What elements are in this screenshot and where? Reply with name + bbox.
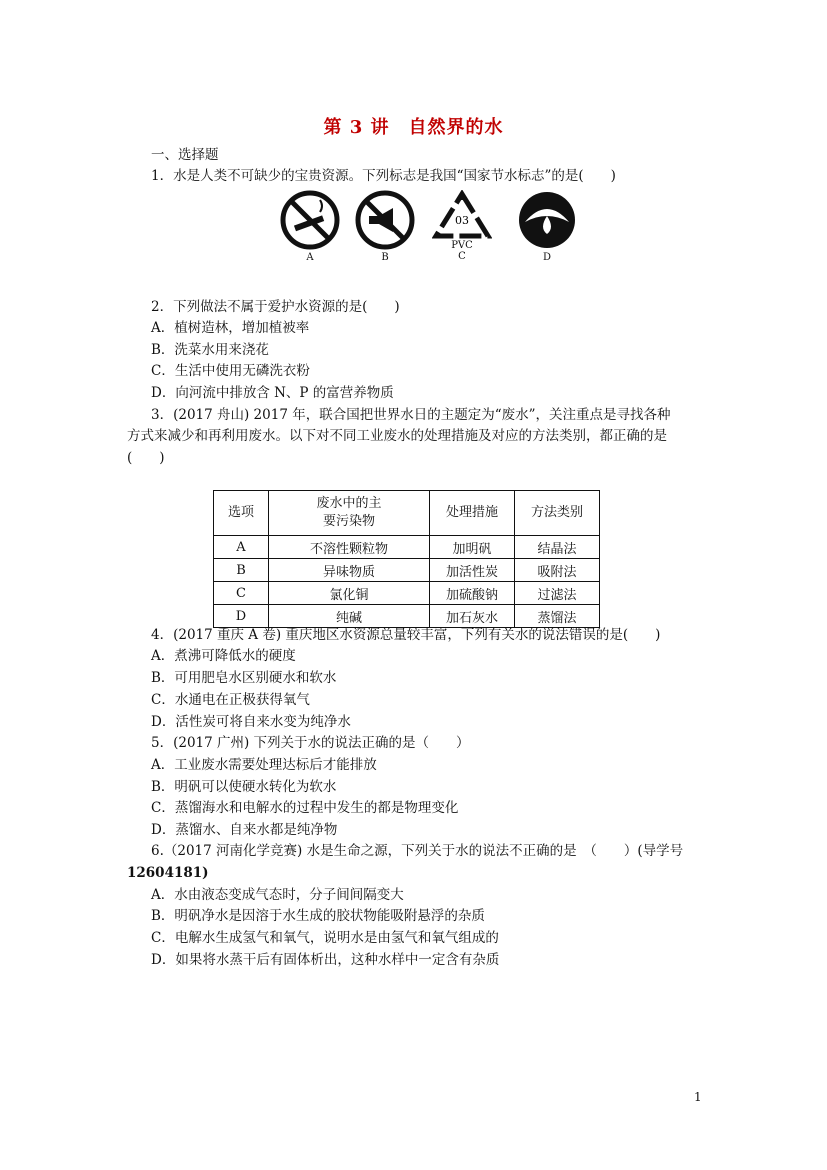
table-cell: 蒸馏法	[515, 605, 600, 628]
table-cell: C	[214, 582, 269, 605]
table-row	[214, 559, 600, 582]
table-header-measure: 处理措施	[430, 491, 515, 536]
q5-option-b: B．明矾可以使硬水转化为软水	[151, 779, 337, 795]
page-title: 第 3 讲 自然界的水	[323, 117, 504, 138]
table-cell: 加硫酸钠	[430, 582, 515, 605]
sign-d-letter: D	[542, 252, 552, 263]
table-header-pollutant-line1: 废水中的主	[316, 496, 382, 511]
sign-c-letter: C	[458, 251, 466, 262]
q2-option-a: A．植树造林，增加植被率	[151, 320, 310, 336]
sign-c-code: 03	[455, 214, 469, 227]
q1-stem: 1．水是人类不可缺少的宝贵资源。下列标志是我国“国家节水标志”的是( )	[151, 168, 616, 184]
q5-option-a: A．工业废水需要处理达标后才能排放	[151, 757, 377, 773]
q3-table	[213, 490, 600, 628]
table-header-pollutant	[269, 491, 430, 536]
q4-option-d: D．活性炭可将自来水变为纯净水	[151, 714, 351, 730]
table-cell: 吸附法	[515, 559, 600, 582]
section-heading: 一、选择题	[151, 147, 219, 163]
table-cell: D	[214, 605, 269, 628]
page-number: 1	[694, 1090, 702, 1104]
q4-option-b: B．可用肥皂水区别硬水和软水	[151, 670, 337, 686]
q2-stem: 2．下列做法不属于爱护水资源的是( )	[151, 299, 400, 315]
sign-d	[517, 190, 577, 263]
table-cell: 异味物质	[269, 559, 430, 582]
table-cell: A	[214, 536, 269, 559]
q2-option-c: C．生活中使用无磷洗衣粉	[151, 363, 310, 379]
table-cell: 不溶性颗粒物	[269, 536, 430, 559]
q5-option-d: D．蒸馏水、自来水都是纯净物	[151, 822, 338, 838]
table-header-option: 选项	[214, 491, 269, 536]
q5-option-c: C．蒸馏海水和电解水的过程中发生的都是物理变化	[151, 800, 459, 816]
table-row	[214, 582, 600, 605]
table-header-method: 方法类别	[515, 491, 600, 536]
table-cell: 氯化铜	[269, 582, 430, 605]
q3-stem-line2: 方式来减少和再利用废水。以下对不同工业废水的处理措施及对应的方法类别，都正确的是	[127, 428, 667, 444]
table-cell: B	[214, 559, 269, 582]
sign-b	[355, 190, 415, 263]
sign-a-letter: A	[306, 252, 314, 263]
sign-row	[280, 190, 580, 280]
no-horn-icon	[355, 190, 415, 250]
table-cell: 结晶法	[515, 536, 600, 559]
sign-c	[432, 190, 492, 262]
q6-option-b: B．明矾净水是因溶于水生成的胶状物能吸附悬浮的杂质	[151, 908, 485, 924]
sign-a	[280, 190, 340, 263]
q3-stem-line1: 3．(2017 舟山) 2017 年，联合国把世界水日的主题定为“废水”，关注重点是寻找各种	[151, 407, 671, 423]
table-cell: 加明矾	[430, 536, 515, 559]
q6-option-c: C．电解水生成氢气和氧气，说明水是由氢气和氧气组成的	[151, 930, 499, 946]
table-cell: 过滤法	[515, 582, 600, 605]
q6-guide-number: 12604181)	[127, 865, 209, 881]
q4-option-c: C．水通电在正极获得氧气	[151, 692, 310, 708]
table-cell: 加石灰水	[430, 605, 515, 628]
table-row	[214, 536, 600, 559]
sign-c-text: PVC	[451, 240, 473, 251]
table-header-row	[214, 491, 600, 536]
q2-option-b: B．洗菜水用来浇花	[151, 342, 269, 358]
table-cell: 加活性炭	[430, 559, 515, 582]
q4-stem: 4．(2017 重庆 A 卷) 重庆地区水资源总量较丰富，下列有关水的说法错误的是( )	[151, 627, 661, 643]
no-smoking-icon	[280, 190, 340, 250]
sign-b-letter: B	[381, 252, 389, 263]
q3-stem-line3: ( )	[127, 450, 165, 466]
q6-stem-line1: 6.（2017 河南化学竞赛) 水是生命之源，下列关于水的说法不正确的是 （ ）(导学号	[151, 843, 684, 859]
q4-option-a: A．煮沸可降低水的硬度	[151, 648, 296, 664]
table-header-pollutant-line2: 要污染物	[322, 514, 375, 529]
q6-option-d: D．如果将水蒸干后有固体析出，这种水样中一定含有杂质	[151, 952, 500, 968]
recycle-pvc-icon	[432, 190, 492, 242]
q2-option-d: D．向河流中排放含 N、P 的富营养物质	[151, 385, 394, 401]
water-saving-icon	[517, 190, 577, 250]
q5-stem: 5．(2017 广州) 下列关于水的说法正确的是（ ）	[151, 735, 470, 751]
table-cell: 纯碱	[269, 605, 430, 628]
q6-option-a: A．水由液态变成气态时，分子间间隔变大	[151, 887, 404, 903]
